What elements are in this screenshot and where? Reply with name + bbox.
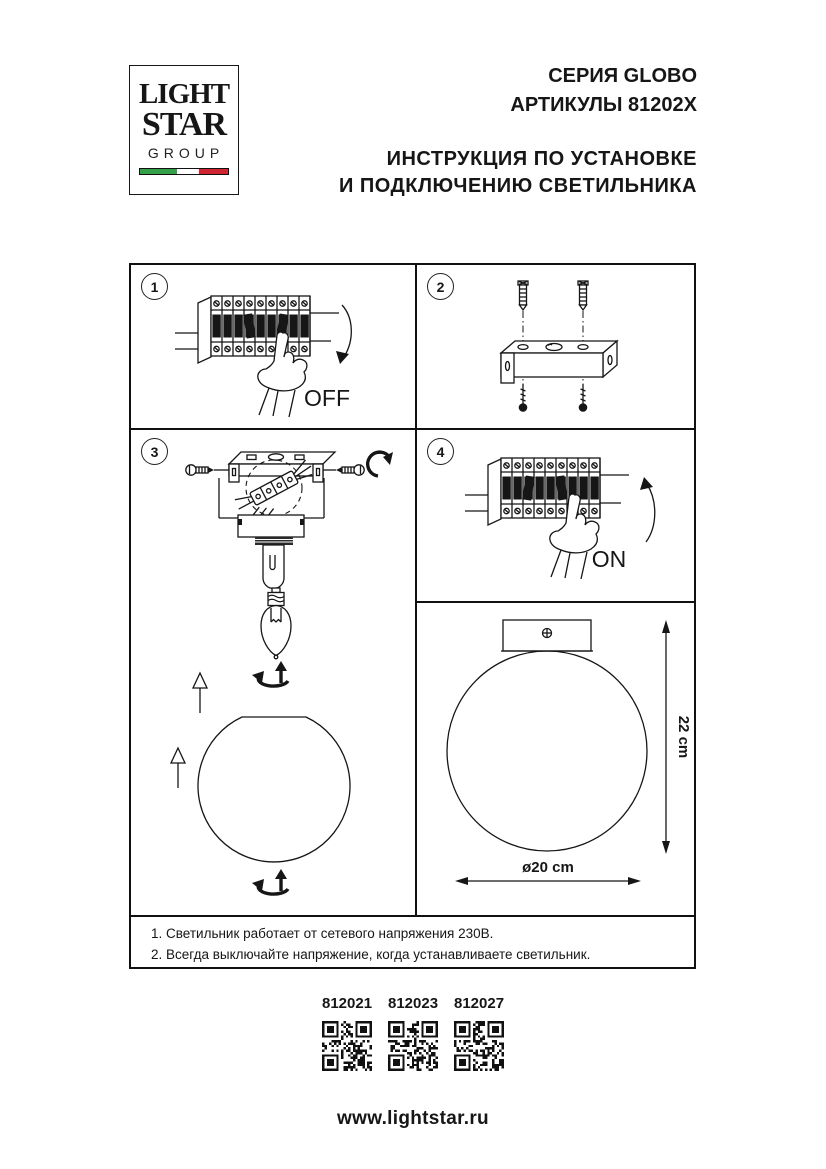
diameter-dimension-arrow [455,859,641,885]
step-2-panel [417,265,694,430]
height-label: 22 cm [675,715,692,759]
qr-code [388,1021,438,1071]
logo-word-light: LIGHT [138,78,230,110]
article-number: 812021 [322,995,373,1012]
safety-notes [131,915,694,967]
fixture-dimensions-illustration [417,603,694,915]
off-label: OFF [304,385,350,411]
article-number: 812023 [388,995,439,1012]
mounting-bracket-illustration [417,265,694,428]
logo-word-group: GROUP [147,145,225,162]
instruction-title-line1: ИНСТРУКЦИЯ ПО УСТАНОВКЕ [386,148,697,170]
height-dimension-arrow [662,620,692,854]
step-number-badge: 3 [141,438,168,465]
qr-code [322,1021,372,1071]
flag-white [177,169,199,174]
step-number-badge: 4 [427,438,454,465]
candle-bulb-icon [261,588,291,659]
dimensions-panel [417,603,694,915]
instruction-title-line2: И ПОДКЛЮЧЕНИЮ СВЕТИЛЬНИКА [338,175,697,197]
breaker-on-illustration [417,430,694,601]
step-number-badge: 2 [427,273,454,300]
up-arrow-icon [193,673,207,713]
circuit-breaker-strip [465,458,629,525]
qr-code [454,1021,504,1071]
arrow-down-icon [336,305,351,364]
website-url: www.lightstar.ru [337,1108,489,1129]
glass-sphere-icon [198,717,350,862]
rotate-arrow-icon [252,869,288,894]
logo-word-star: STAR [141,106,227,143]
diameter-label: ø20 cm [522,859,574,876]
step-number-badge: 1 [141,273,168,300]
flag-red [199,169,228,174]
qr-item [454,995,504,1071]
screwing-direction-icon [368,452,393,476]
up-arrow-icon [171,748,185,788]
screw-icon [186,465,229,475]
rotate-arrow-icon [252,661,288,686]
screw-icon [519,384,588,412]
lightstar-logo [129,65,239,195]
breaker-off-illustration [131,265,415,428]
arrow-up-icon [640,477,655,542]
wall-anchor-icon [518,281,588,310]
flag-green [140,169,177,174]
note-line: 2. Всегда выключайте напряжение, когда устанавливаете светильник. [151,946,591,962]
instruction-diagram-box [129,263,696,969]
header [339,62,697,200]
ceiling-bracket-icon [501,341,617,383]
lamp-base-icon [238,515,304,589]
screw-icon [323,465,364,475]
qr-item [388,995,438,1071]
on-label: ON [591,546,627,572]
assembly-illustration [131,430,415,915]
italian-flag-bar [139,168,229,175]
article-number: 812027 [454,995,505,1012]
step-1-panel [131,265,417,430]
circuit-breaker-strip [175,296,339,363]
qr-code-section [0,995,826,1071]
step-4-panel [417,430,694,603]
ceiling-mount-icon [501,620,593,651]
glass-sphere-icon [447,651,647,851]
note-line: 1. Светильник работает от сетевого напряжения 230В. [151,926,494,941]
articles-title: АРТИКУЛЫ 81202X [510,94,697,116]
step-3-panel [131,430,417,915]
qr-item [322,995,372,1071]
series-title: СЕРИЯ GLOBO [548,65,697,87]
